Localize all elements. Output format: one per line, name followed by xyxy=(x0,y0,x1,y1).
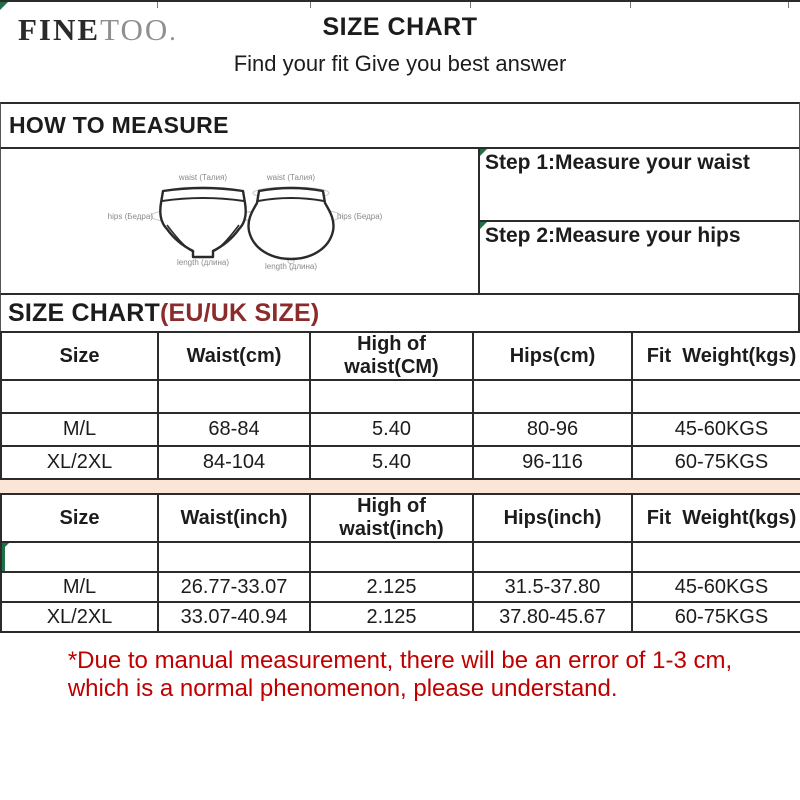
disclaimer-line-1: *Due to manual measurement, there will be an error of 1-3 cm, xyxy=(67,647,733,674)
table-cell xyxy=(310,542,473,572)
hips-label-back: hips (Бедра) xyxy=(337,212,383,221)
table-cell: 5.40 xyxy=(310,413,473,446)
size-table-cm xyxy=(0,331,800,480)
how-to-measure-heading: HOW TO MEASURE xyxy=(0,102,800,149)
column-header: High of waist(CM) xyxy=(310,332,473,380)
waist-label-front: waist (Талия) xyxy=(178,173,228,182)
logo-mark: . xyxy=(169,17,176,46)
table-cell: 68-84 xyxy=(158,413,310,446)
table-cell: 33.07-40.94 xyxy=(158,602,310,632)
measurement-disclaimer xyxy=(68,647,732,704)
header-row xyxy=(1,332,800,380)
measure-step-1 xyxy=(480,149,799,222)
table-cell: XL/2XL xyxy=(1,446,158,479)
table-cell xyxy=(158,542,310,572)
table-cell: 26.77-33.07 xyxy=(158,572,310,602)
measure-section xyxy=(0,149,800,295)
page-subtitle: Find your fit Give you best answer xyxy=(233,51,567,76)
table-cell xyxy=(473,542,632,572)
column-header: Fit Weight(kgs) xyxy=(632,494,800,542)
table-cell: 37.80-45.67 xyxy=(473,602,632,632)
table-cell: 80-96 xyxy=(473,413,632,446)
logo-too: TOO xyxy=(100,12,170,47)
step-2-text: Step 2:Measure your hips xyxy=(485,224,741,247)
table-cell xyxy=(158,380,310,413)
step-1-text: Step 1:Measure your waist xyxy=(485,151,750,174)
panty-back-illustration xyxy=(248,188,333,259)
table-cell: 60-75KGS xyxy=(632,446,800,479)
table-cell: 2.125 xyxy=(310,602,473,632)
table-row xyxy=(1,602,800,632)
table-cell: 96-116 xyxy=(473,446,632,479)
page-title: SIZE CHART xyxy=(322,13,478,41)
size-chart-heading xyxy=(0,295,800,331)
brand-logo xyxy=(18,14,176,45)
table-cell: 5.40 xyxy=(310,446,473,479)
waist-label-back: waist (Талия) xyxy=(266,173,316,182)
table-cell xyxy=(632,542,800,572)
table-divider xyxy=(0,480,800,493)
column-header: Waist(inch) xyxy=(158,494,310,542)
table-cell xyxy=(1,380,158,413)
table-cell: XL/2XL xyxy=(1,602,158,632)
cell-marker-icon xyxy=(480,222,487,229)
empty-row xyxy=(1,542,800,572)
page-header xyxy=(0,2,800,102)
table-cell: M/L xyxy=(1,413,158,446)
table-cell xyxy=(632,380,800,413)
panty-front-illustration xyxy=(160,188,246,257)
table-row xyxy=(1,446,800,479)
empty-row xyxy=(1,380,800,413)
size-chart-heading-black: SIZE CHART xyxy=(8,299,160,327)
size-table-inch xyxy=(0,493,800,633)
column-header: High of waist(inch) xyxy=(310,494,473,542)
size-chart-heading-red: (EU/UK SIZE) xyxy=(160,299,320,327)
table-cell xyxy=(310,380,473,413)
underwear-measure-diagram xyxy=(1,149,478,293)
column-header: Size xyxy=(1,332,158,380)
header-row xyxy=(1,494,800,542)
table-cell: 31.5-37.80 xyxy=(473,572,632,602)
table-cell xyxy=(473,380,632,413)
table-cell: 60-75KGS xyxy=(632,602,800,632)
column-header: Hips(cm) xyxy=(473,332,632,380)
underwear-diagram-svg xyxy=(1,149,478,295)
disclaimer-line-2: which is a normal phenomenon, please understand. xyxy=(67,675,618,703)
table-cell: 45-60KGS xyxy=(632,413,800,446)
column-header: Size xyxy=(1,494,158,542)
column-header: Hips(inch) xyxy=(473,494,632,542)
table-cell: 84-104 xyxy=(158,446,310,479)
table-row xyxy=(1,572,800,602)
length-label-back: length (длина) xyxy=(264,262,318,271)
hips-label-front: hips (Бедра) xyxy=(107,212,153,221)
cell-marker-icon xyxy=(480,149,487,156)
logo-fine: FINE xyxy=(18,12,101,47)
column-header: Fit Weight(kgs) xyxy=(632,332,800,380)
table-cell xyxy=(1,542,158,572)
table-cell: 45-60KGS xyxy=(632,572,800,602)
length-label-front: length (длина) xyxy=(176,258,230,267)
measure-steps xyxy=(478,149,799,293)
table-cell: 2.125 xyxy=(310,572,473,602)
table-row xyxy=(1,413,800,446)
column-header: Waist(cm) xyxy=(158,332,310,380)
table-cell: M/L xyxy=(1,572,158,602)
measure-step-2 xyxy=(480,222,799,293)
